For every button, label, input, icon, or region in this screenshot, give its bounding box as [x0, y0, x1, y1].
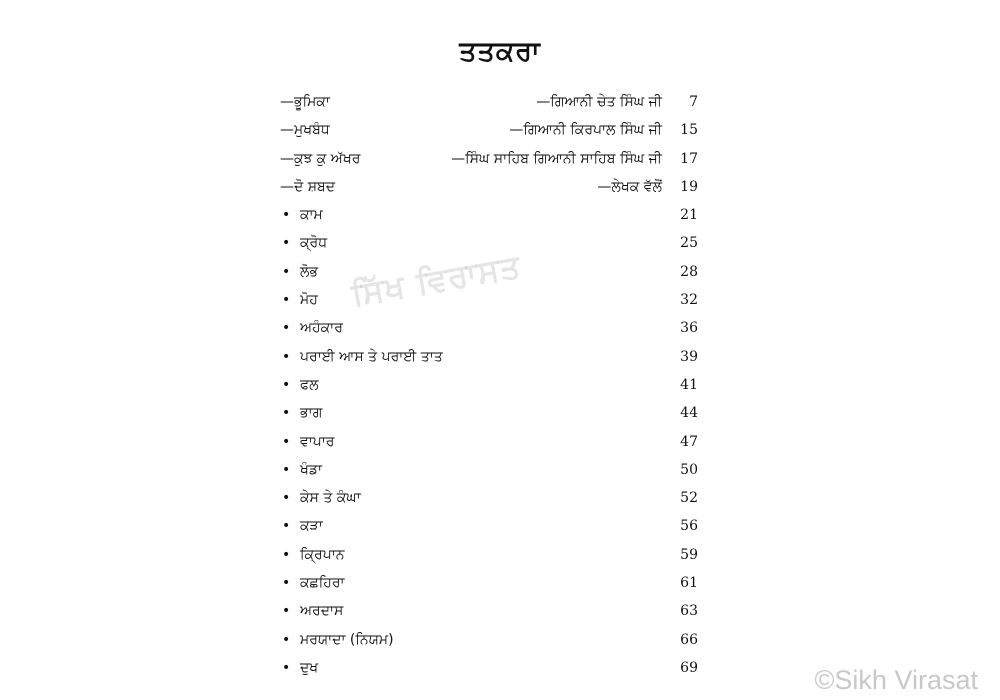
- toc-chapter-row: [280, 456, 700, 484]
- toc-page-number: 69: [680, 659, 698, 676]
- toc-entry-label: ਵਾਪਾਰ: [300, 433, 335, 450]
- bullet-icon: •: [282, 659, 291, 676]
- toc-chapter-row: [280, 399, 700, 427]
- toc-chapter-row: [280, 541, 700, 569]
- toc-front-matter-row: [280, 88, 700, 116]
- toc-page-number: 7: [689, 94, 698, 110]
- bullet-icon: •: [282, 207, 291, 224]
- bullet-icon: •: [282, 320, 291, 337]
- toc-entry-label: ਮੋਹ: [300, 292, 318, 309]
- toc-page-number: 32: [680, 292, 698, 309]
- toc-chapter-row: [280, 314, 700, 342]
- toc-chapter-row: [280, 597, 700, 625]
- bullet-icon: •: [282, 603, 291, 620]
- bullet-icon: •: [282, 348, 291, 365]
- bullet-icon: •: [282, 461, 291, 478]
- toc-page-number: 39: [680, 348, 698, 365]
- toc-page-number: 52: [680, 490, 698, 507]
- toc-entry-label: ਭਾਗ: [300, 405, 323, 422]
- toc-page-number: 17: [680, 150, 698, 167]
- bullet-icon: •: [282, 235, 291, 252]
- toc-entry-label: ਅਰਦਾਸ: [300, 603, 344, 620]
- toc-chapter-row: [280, 343, 700, 371]
- toc-page-number: 61: [680, 575, 698, 592]
- toc-page-number: 36: [680, 320, 698, 337]
- toc-page-number: 25: [680, 235, 698, 252]
- bullet-icon: •: [282, 575, 291, 592]
- bullet-icon: •: [282, 376, 291, 393]
- toc-entry-label: ਖੰਡਾ: [300, 461, 322, 478]
- toc-entry-label: ਪਰਾਈ ਆਸ ਤੇ ਪਰਾਈ ਤਾਤ: [300, 348, 443, 365]
- toc-entry-author: —ਲੇਖਕ ਵੱਲੋਂ: [597, 178, 662, 195]
- bullet-icon: •: [282, 631, 291, 648]
- toc-chapter-row: [280, 569, 700, 597]
- toc-page-number: 41: [680, 376, 698, 393]
- toc-chapter-row: [280, 484, 700, 512]
- toc-chapter-row: [280, 201, 700, 229]
- toc-entry-label: ਅਹੰਕਾਰ: [300, 320, 343, 337]
- toc-page-number: 19: [680, 178, 698, 195]
- toc-page-number: 66: [680, 631, 698, 648]
- toc-chapter-row: [280, 428, 700, 456]
- toc-entry-label: ਕ੍ਰਿਪਾਨ: [300, 546, 345, 563]
- toc-page-number: 59: [680, 546, 698, 563]
- page-title: ਤਤਕਰਾ: [459, 36, 541, 67]
- toc-page-number: 63: [680, 603, 698, 620]
- bullet-icon: •: [282, 490, 291, 507]
- toc-entry-label: ਕਾਮ: [300, 207, 323, 224]
- toc-front-matter-row: [280, 116, 700, 144]
- copyright-watermark: ©Sikh Virasat: [814, 665, 978, 695]
- toc-entry-label: ਕ੍ਰੋਧ: [300, 235, 328, 252]
- toc-entry-author: —ਗਿਆਨੀ ਚੇਤ ਸਿੰਘ ਜੀ: [536, 94, 662, 110]
- toc-entry-label: ਫਲ: [300, 376, 319, 393]
- toc-front-matter-row: [280, 145, 700, 173]
- toc-page-number: 15: [680, 122, 698, 139]
- toc-entry-label: ਕੜਾ: [300, 518, 323, 535]
- toc-entry-label: —ਭੂਮਿਕਾ: [280, 94, 330, 110]
- bullet-icon: •: [282, 405, 291, 422]
- bullet-icon: •: [282, 518, 291, 535]
- toc-chapter-row: [280, 512, 700, 540]
- toc-chapter-row: [280, 654, 700, 682]
- toc-entry-label: —ਕੁਝ ਕੁ ਅੱਖਰ: [280, 150, 361, 167]
- bullet-icon: •: [282, 263, 291, 280]
- toc-entry-label: —ਮੁਖਬੰਧ: [280, 122, 330, 139]
- toc-entry-label: ਲੋਭ: [300, 263, 319, 280]
- toc-entry-author: —ਸਿੰਘ ਸਾਹਿਬ ਗਿਆਨੀ ਸਾਹਿਬ ਸਿੰਘ ਜੀ: [451, 150, 662, 167]
- toc-entry-author: —ਗਿਆਨੀ ਕਿਰਪਾਲ ਸਿੰਘ ਜੀ: [509, 122, 662, 139]
- bullet-icon: •: [282, 546, 291, 563]
- toc-chapter-row: [280, 626, 700, 654]
- toc-entry-label: ਮਰਯਾਦਾ (ਨਿਯਮ): [300, 631, 394, 648]
- table-of-contents: [280, 88, 700, 682]
- toc-page-number: 56: [680, 518, 698, 535]
- toc-page-number: 47: [680, 433, 698, 450]
- watermark-text: ਸਿੱਖ ਵਿਰਾਸਤ: [348, 246, 524, 314]
- toc-entry-label: ਕੇਸ ਤੇ ਕੰਘਾ: [300, 490, 361, 507]
- bullet-icon: •: [282, 292, 291, 309]
- toc-page-number: 50: [680, 461, 698, 478]
- toc-page-number: 44: [680, 405, 698, 422]
- toc-chapter-row: [280, 371, 700, 399]
- toc-front-matter-row: [280, 173, 700, 201]
- toc-entry-label: ਦੁਖ: [300, 659, 319, 676]
- toc-entry-label: —ਦੋ ਸ਼ਬਦ: [280, 178, 336, 195]
- toc-page-number: 21: [680, 207, 698, 224]
- bullet-icon: •: [282, 433, 291, 450]
- toc-page-number: 28: [680, 263, 698, 280]
- toc-entry-label: ਕਛਹਿਰਾ: [300, 575, 345, 592]
